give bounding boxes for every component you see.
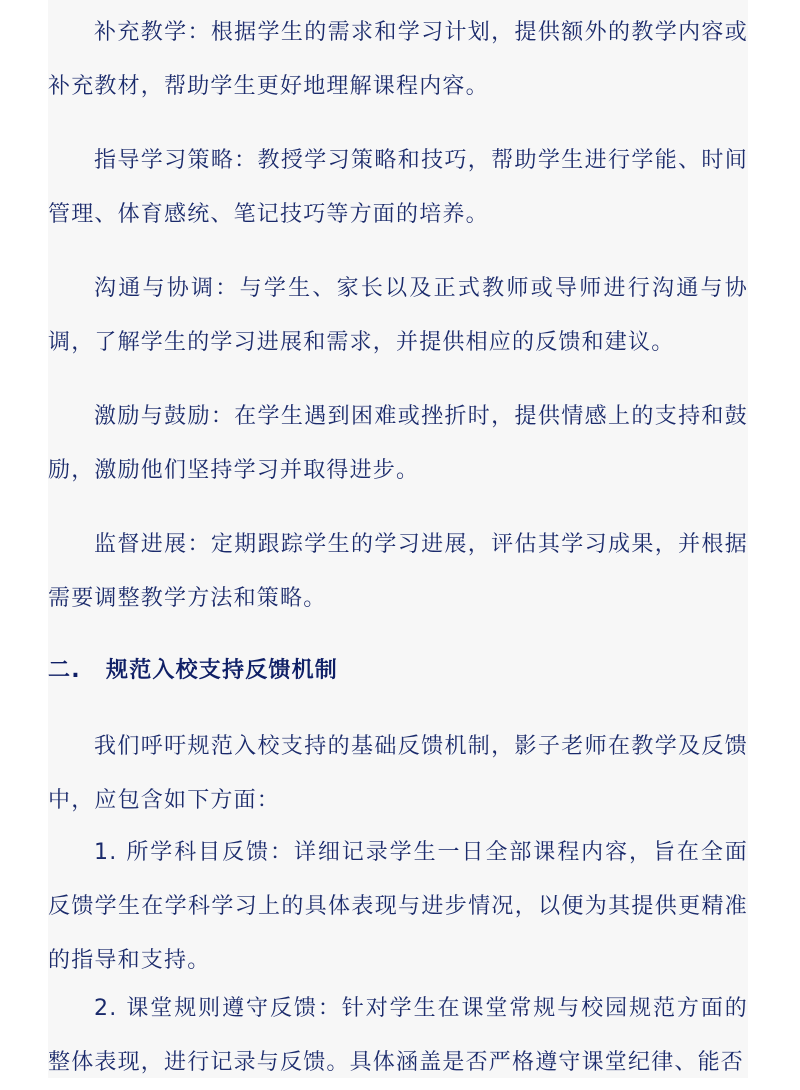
section-number: 二. [48, 658, 81, 683]
section-heading [48, 644, 748, 698]
list-item-classroom-rules-feedback: 2. 课堂规则遵守反馈：针对学生在课堂常规与校园规范方面的整体表现，进行记录与反馈。具体涵盖是否严格遵守课堂纪律、能否 [48, 996, 748, 1075]
list-item-subject-feedback: 1. 所学科目反馈：详细记录学生一日全部课程内容，旨在全面反馈学生在学科学习上的具体表现与进步情况，以便为其提供更精准的指导和支持。 [48, 840, 748, 973]
paragraph-monitor-progress: 监督进展：定期跟踪学生的学习进展，评估其学习成果，并根据需要调整教学方法和策略。 [48, 532, 748, 611]
paragraph-learning-strategies: 指导学习策略：教授学习策略和技巧，帮助学生进行学能、时间管理、体育感统、笔记技巧等方面的培养。 [48, 148, 748, 227]
section-intro: 我们呼吁规范入校支持的基础反馈机制，影子老师在教学及反馈中，应包含如下方面： [48, 734, 748, 813]
document-body [48, 0, 748, 1078]
paragraph-supplementary-teaching: 补充教学：根据学生的需求和学习计划，提供额外的教学内容或补充教材，帮助学生更好地理解课程内容。 [48, 20, 748, 99]
paragraph-communication: 沟通与协调：与学生、家长以及正式教师或导师进行沟通与协调，了解学生的学习进展和需求，并提供相应的反馈和建议。 [48, 276, 748, 355]
section-title: 规范入校支持反馈机制 [106, 658, 339, 683]
paragraph-encouragement: 激励与鼓励：在学生遇到困难或挫折时，提供情感上的支持和鼓励，激励他们坚持学习并取得进步。 [48, 404, 748, 483]
